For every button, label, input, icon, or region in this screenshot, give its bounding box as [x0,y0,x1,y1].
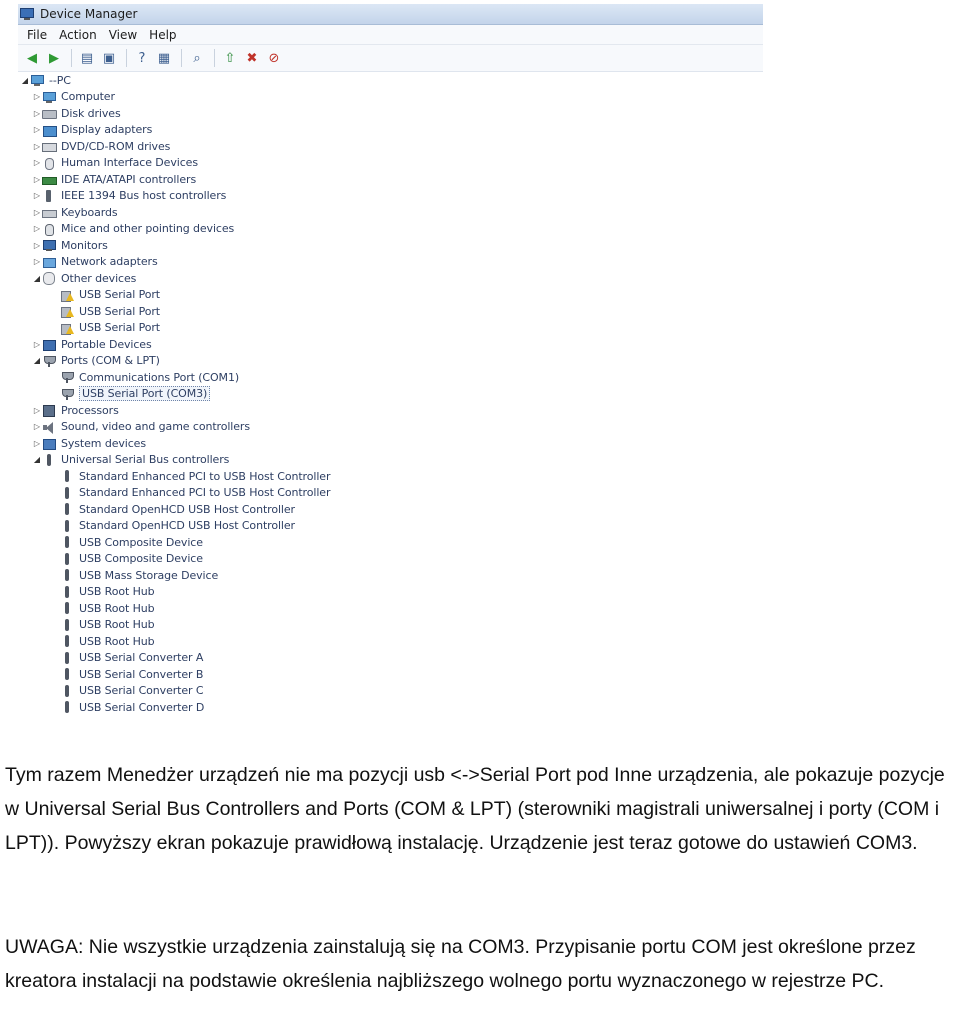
expand-closed-icon[interactable]: ▷ [33,125,41,135]
toolbar [18,45,763,72]
tree-item-label: Computer [61,90,115,104]
tree-item[interactable] [18,650,763,667]
tree-item[interactable] [18,435,763,452]
tree-item-label: System devices [61,436,146,450]
disk-drive-icon [42,107,56,119]
unknown-device-icon [42,272,56,284]
tree-root[interactable] [18,72,763,89]
expand-closed-icon[interactable]: ▷ [33,438,41,448]
computer-icon [42,91,56,103]
tree-item[interactable] [18,683,763,700]
warning-icon [66,326,74,334]
tree-item[interactable] [18,188,763,205]
expand-closed-icon[interactable]: ▷ [33,108,41,118]
warning-icon [66,293,74,301]
tree-item[interactable] [18,666,763,683]
expand-open-icon[interactable]: ◢ [33,356,41,366]
expand-closed-icon[interactable]: ▷ [33,174,41,184]
usb-icon [60,553,74,565]
tree-item[interactable] [18,501,763,518]
tree-item[interactable] [18,105,763,122]
tree-item[interactable] [18,270,763,287]
uninstall-icon[interactable]: ✖ [246,50,258,66]
monitor-icon [42,239,56,251]
tree-item-label: Human Interface Devices [61,156,198,170]
tree-item-label: Processors [61,403,119,417]
menu-bar [18,25,763,45]
tree-item-label: Other devices [61,271,137,285]
tree-item-label: IEEE 1394 Bus host controllers [61,189,227,203]
tree-item-label: USB Serial Port [79,321,161,335]
usb-icon [60,536,74,548]
menu-help[interactable]: Help [149,27,177,42]
tree-item-label: Standard OpenHCD USB Host Controller [79,502,295,516]
tree-item-label: USB Serial Converter A [79,651,204,665]
usb-icon [60,668,74,680]
expand-closed-icon[interactable]: ▷ [33,141,41,151]
tree-item[interactable] [18,485,763,502]
tree-item[interactable] [18,237,763,254]
tree-item[interactable] [18,452,763,469]
computer-icon [30,74,44,86]
device-tree [18,72,763,716]
expand-closed-icon[interactable]: ▷ [33,224,41,234]
tree-item[interactable] [18,122,763,139]
tree-item[interactable] [18,353,763,370]
tree-item[interactable] [18,534,763,551]
tree-item-label: USB Root Hub [79,634,155,648]
toolbar-separator [214,49,215,67]
warning-device-icon [60,305,74,317]
tree-item[interactable] [18,369,763,386]
tree-item-label: Monitors [61,238,108,252]
tree-item-label: USB Serial Converter B [79,667,204,681]
menu-view[interactable]: View [108,27,138,42]
tree-item[interactable] [18,155,763,172]
ieee1394-icon [42,190,56,202]
tree-item[interactable] [18,468,763,485]
tree-item[interactable] [18,551,763,568]
expand-open-icon[interactable]: ◢ [21,75,29,85]
tree-root-label: --PC [49,73,71,87]
portable-device-icon [42,338,56,350]
tree-item[interactable] [18,287,763,304]
ide-controller-icon [42,173,56,185]
paragraph-installation-note: Tym razem Menedżer urządzeń nie ma pozycji usb <->Serial Port pod Inne urządzenia, ale pokazuje pozycje w Universal Serial Bus Controllers and Ports (COM & LPT) (sterowniki magistrali uniwersalnej i porty (COM i LPT)). Powyższy ekran pokazuje prawidłową instalację. Urządzenie jest teraz gotowe do ustawień COM3. [5,764,945,854]
mouse-icon [42,223,56,235]
tree-item-label: Disk drives [61,106,121,120]
tree-item-label: USB Serial Port [79,304,161,318]
help-icon[interactable]: ? [138,50,146,66]
properties-icon[interactable]: ▤ [80,50,94,66]
tree-item[interactable] [18,221,763,238]
tree-item[interactable] [18,89,763,106]
tree-item-label: USB Mass Storage Device [79,568,219,582]
network-adapter-icon [42,256,56,268]
tree-item-label: Communications Port (COM1) [79,370,240,384]
menu-action[interactable]: Action [59,27,97,42]
tree-item[interactable] [18,386,763,403]
tree-item[interactable] [18,303,763,320]
tree-item-label: USB Root Hub [79,618,155,632]
warning-device-icon [60,322,74,334]
tree-item[interactable] [18,204,763,221]
expand-closed-icon[interactable]: ▷ [33,207,41,217]
usb-icon [60,586,74,598]
tree-item-label: Display adapters [61,123,153,137]
usb-icon [60,602,74,614]
device-manager-icon [20,8,34,20]
dvd-drive-icon [42,140,56,152]
usb-icon [60,487,74,499]
tree-item[interactable] [18,518,763,535]
usb-icon [60,652,74,664]
tree-item-label: Standard Enhanced PCI to USB Host Controller [79,486,331,500]
tree-item-label: Keyboards [61,205,118,219]
usb-icon [60,685,74,697]
tree-item[interactable] [18,567,763,584]
title-bar [18,4,763,25]
menu-file[interactable]: File [27,27,48,42]
display-adapter-icon [42,124,56,136]
tree-item-label: Mice and other pointing devices [61,222,235,236]
tree-item-label: Portable Devices [61,337,152,351]
usb-icon [60,503,74,515]
tree-item-label: Standard Enhanced PCI to USB Host Controller [79,469,331,483]
processor-icon [42,404,56,416]
port-icon [42,355,56,367]
usb-icon [60,619,74,631]
window-title: Device Manager [40,7,138,21]
tree-item-label: USB Serial Converter D [79,700,205,714]
paragraph-warning: UWAGA: Nie wszystkie urządzenia zainstalują się na COM3. Przypisanie portu COM jest określone przez kreatora instalacji na podstawie określenia najbliższego wolnego portu wyznaczonego w rejestrze PC. [5,936,916,992]
usb-icon [60,701,74,713]
expand-closed-icon[interactable]: ▷ [33,339,41,349]
tree-item[interactable] [18,171,763,188]
tree-item[interactable] [18,336,763,353]
tree-item[interactable] [18,633,763,650]
tree-item-label: USB Root Hub [79,585,155,599]
expand-closed-icon[interactable]: ▷ [33,257,41,267]
properties-sheet-icon[interactable]: ▦ [157,50,171,66]
port-icon [60,371,74,383]
toolbar-separator [126,49,127,67]
tree-item-label: Sound, video and game controllers [61,420,250,434]
tree-item-label: USB Serial Converter C [79,684,204,698]
port-icon [60,388,74,400]
expand-closed-icon[interactable]: ▷ [33,92,41,102]
hid-icon [42,157,56,169]
disable-icon[interactable]: ⊘ [268,50,280,66]
tree-item-label: Universal Serial Bus controllers [61,453,230,467]
tree-item[interactable] [18,254,763,271]
expand-closed-icon[interactable]: ▷ [33,158,41,168]
tree-item[interactable] [18,617,763,634]
expand-open-icon[interactable]: ◢ [33,273,41,283]
warning-icon [66,309,74,317]
tree-item[interactable] [18,402,763,419]
show-hidden-icon[interactable]: ▣ [102,50,116,66]
expand-closed-icon[interactable]: ▷ [33,405,41,415]
back-arrow-icon[interactable]: ◀ [27,50,37,66]
expand-closed-icon[interactable]: ▷ [33,191,41,201]
tree-item[interactable] [18,584,763,601]
tree-item-label: Standard OpenHCD USB Host Controller [79,519,295,533]
system-device-icon [42,437,56,449]
usb-icon [60,520,74,532]
tree-item[interactable] [18,320,763,337]
device-manager-window [18,4,763,716]
tree-item-label: DVD/CD-ROM drives [61,139,171,153]
expand-closed-icon[interactable]: ▷ [33,422,41,432]
tree-item[interactable] [18,419,763,436]
tree-item-label: USB Composite Device [79,535,203,549]
update-driver-icon[interactable]: ⇧ [224,50,236,66]
toolbar-separator [181,49,182,67]
scan-hardware-icon[interactable]: ⌕ [193,50,201,66]
toolbar-separator [71,49,72,67]
tree-item[interactable] [18,699,763,716]
tree-item-label: IDE ATA/ATAPI controllers [61,172,197,186]
speaker-icon [42,421,56,433]
usb-icon [60,569,74,581]
tree-item-label: USB Serial Port [79,288,161,302]
keyboard-icon [42,206,56,218]
tree-item[interactable] [18,600,763,617]
tree-item[interactable] [18,138,763,155]
expand-open-icon[interactable]: ◢ [33,455,41,465]
usb-icon [42,454,56,466]
usb-icon [60,635,74,647]
warning-device-icon [60,289,74,301]
tree-item-label: Ports (COM & LPT) [61,354,160,368]
usb-icon [60,470,74,482]
tree-item-label: USB Composite Device [79,552,203,566]
forward-arrow-icon[interactable]: ▶ [49,50,59,66]
tree-item-label: Network adapters [61,255,158,269]
expand-closed-icon[interactable]: ▷ [33,240,41,250]
tree-item-label: USB Root Hub [79,601,155,615]
tree-item-label: USB Serial Port (COM3) [79,386,210,401]
